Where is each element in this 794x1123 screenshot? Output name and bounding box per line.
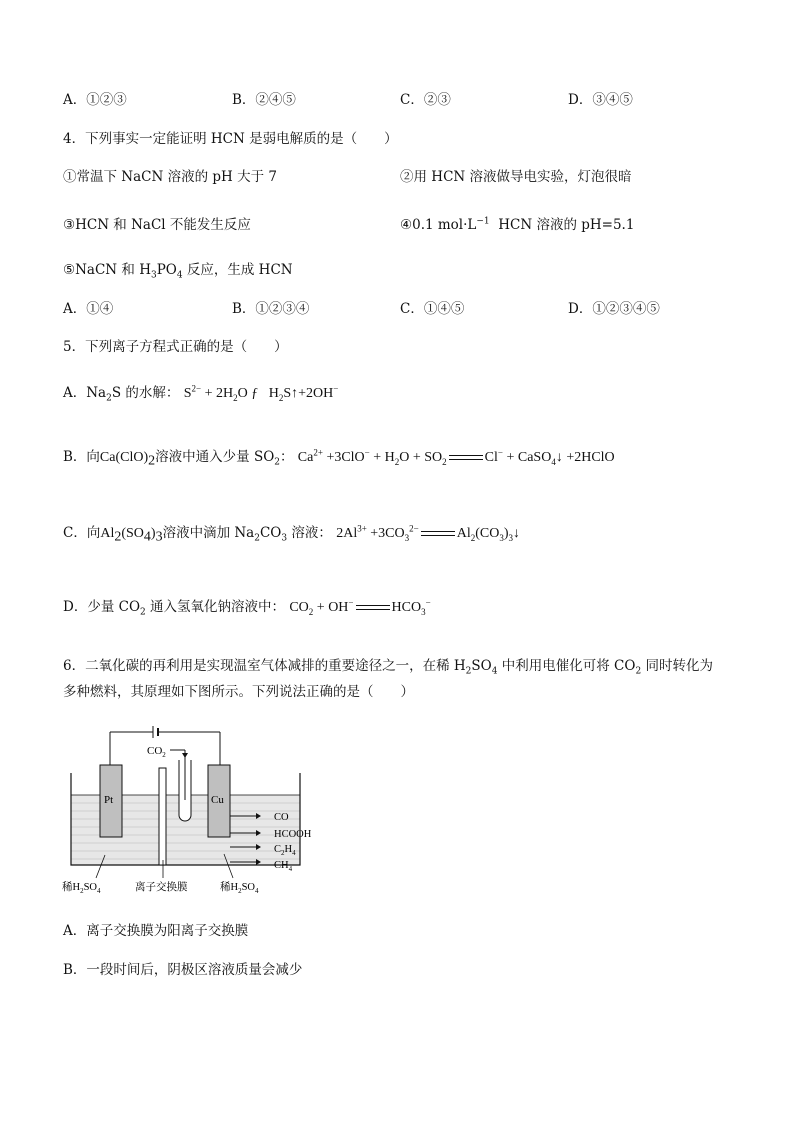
right-electrolyte-label: 稀$H_2SO_4$ — [220, 882, 259, 895]
product-c2h4: $C_2H_4$ — [274, 844, 296, 857]
q4-option-b: B．①②③④ — [232, 301, 310, 317]
co2-arrow-head-icon — [182, 753, 188, 758]
q4-statement-1: ①常温下 NaCN 溶液的 pH 大于 7 — [63, 169, 277, 185]
q6-stem-line-2: 多种燃料，其原理如下图所示。下列说法正确的是（ ） — [63, 684, 414, 700]
ion-exchange-membrane — [159, 768, 166, 865]
product-ch4: $CH_4$ — [274, 860, 293, 873]
q5-c-equation: $2Al^{3+} +3CO_3^{2-}$ $Al_2(CO_3)_3↓$ — [336, 523, 520, 543]
q5-a-equation: $S^{2-} + 2H_2O$ ƒ $H_2S↑+2OH^-$ — [183, 383, 339, 403]
product-hcooh: HCOOH — [274, 829, 312, 840]
q3-option-a: A．①②③ — [63, 92, 127, 108]
q5-option-b: B．向$Ca(ClO)_2$溶液中通入少量 $SO_2$： $Ca^{2+} +3ClO^- + H_2O + SO_2$ Cl− + CaSO$_4$↓ +2HClO — [63, 447, 615, 469]
q6-option-b: B．一段时间后，阴极区溶液质量会减少 — [63, 962, 303, 978]
q4-option-d: D．①②③④⑤ — [568, 301, 660, 317]
product-co: CO — [274, 812, 289, 823]
equals-arrow-icon — [449, 453, 483, 463]
q6-option-a: A．离子交换膜为阳离子交换膜 — [63, 923, 249, 939]
q3-option-c: C．②③ — [400, 92, 451, 108]
left-electrolyte-label: 稀$H_2SO_4$ — [62, 882, 101, 895]
q5-d-equation: $CO_2 + OH^-$ $HCO_3^-$ — [289, 597, 431, 617]
co2-label: $CO_2$ — [147, 745, 166, 759]
q3-option-d: D．③④⑤ — [568, 92, 633, 108]
q4-statement-4: ④0.1 $mol\cdot L^{-1}$ HCN 溶液的 pH=5.1 — [400, 216, 635, 233]
q6-stem-line-1: 6．二氧化碳的再利用是实现温室气体减排的重要途径之一，在稀 $H_2SO_4$ 中利用电催化可将 $CO_2$ 同时转化为 — [63, 658, 713, 677]
cu-label: Cu — [211, 794, 224, 806]
q4-statement-5: ⑤NaCN 和 $H_3PO_4$ 反应，生成 HCN — [63, 262, 293, 281]
q4-statement-2: ②用 HCN 溶液做导电实验，灯泡很暗 — [400, 169, 632, 185]
electrolysis-cell-diagram — [60, 720, 360, 905]
q5-b-equation: $Ca^{2+} +3ClO^- + H_2O + SO_2$ Cl− + CaSO$_4$↓ +2HClO — [297, 447, 615, 467]
equals-arrow-icon — [356, 603, 390, 613]
q3-option-b: B．②④⑤ — [232, 92, 296, 108]
q5-option-a: A．$Na_2S$ 的水解： $S^{2-} + 2H_2O$ ƒ $H_2S↑+2OH^-$ — [63, 383, 339, 404]
q4-option-c: C．①④⑤ — [400, 301, 465, 317]
q5-stem: 5．下列离子方程式正确的是（ ） — [63, 339, 288, 355]
q5-option-d: D．少量 $CO_2$ 通入氢氧化钠溶液中： $CO_2 + OH^-$ $HCO_3^-$ — [63, 597, 431, 618]
q5-option-c: C．向$Al_2(SO_4)_3$溶液中滴加 $Na_2CO_3$ 溶液： $2Al^{3+} +3CO_3^{2-}$ $Al_2(CO_3)_3↓$ — [63, 523, 520, 545]
q4-statement-3: ③HCN 和 NaCl 不能发生反应 — [63, 217, 251, 233]
q4-stem: 4．下列事实一定能证明 HCN 是弱电解质的是（ ） — [63, 131, 398, 147]
equals-arrow-icon — [421, 529, 455, 539]
membrane-label: 离子交换膜 — [135, 882, 188, 893]
q4-option-a: A．①④ — [63, 301, 114, 317]
pt-label: Pt — [104, 794, 114, 806]
